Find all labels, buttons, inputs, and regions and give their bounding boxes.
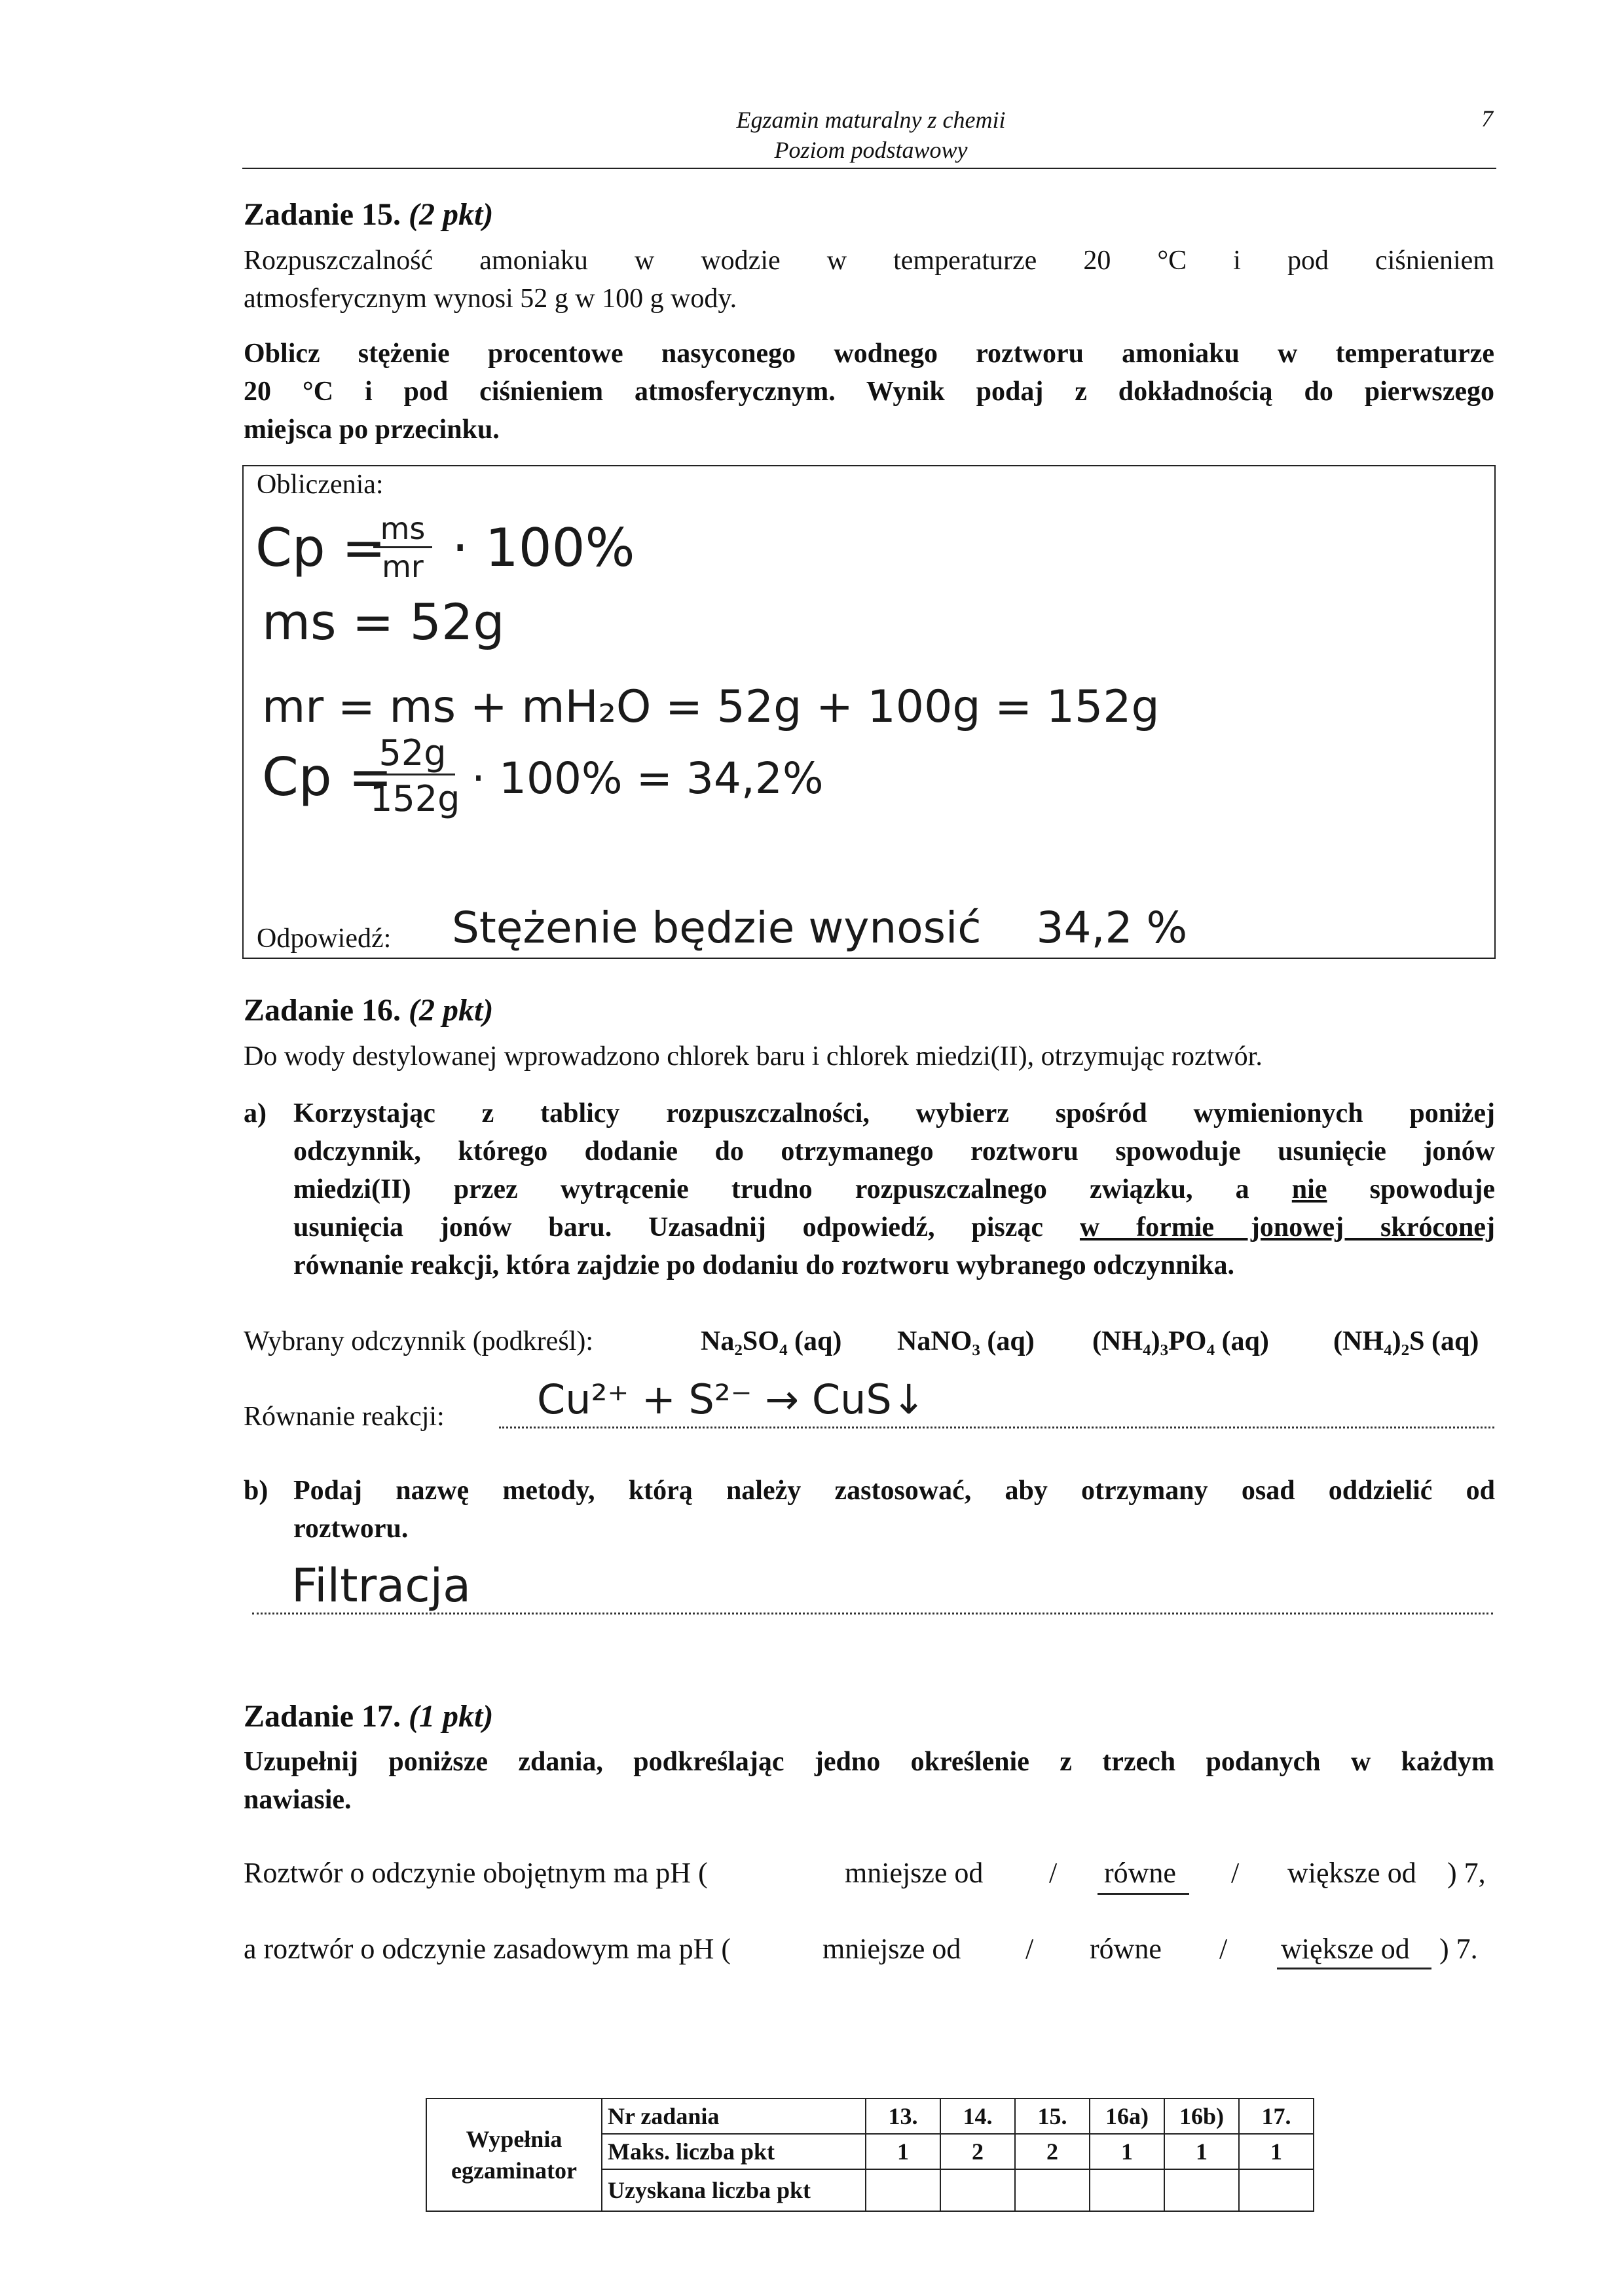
obtained-points-cell[interactable] (866, 2169, 940, 2211)
score-table-side-label: Wypełnia egzaminator (426, 2099, 602, 2211)
answer-label: Odpowiedź: (257, 924, 392, 954)
s2-option-less[interactable]: mniejsze od (822, 1933, 961, 1965)
hw-method: Filtracja (291, 1559, 471, 1613)
header-divider (242, 168, 1496, 169)
hw-line-ms: ms = 52g (262, 593, 505, 651)
task-number-cell: 17. (1239, 2099, 1314, 2134)
s1-option-greater[interactable]: większe od (1287, 1857, 1416, 1889)
task-number-cell: 15. (1015, 2099, 1090, 2134)
obtained-points-cell[interactable] (1015, 2169, 1090, 2211)
reagent-option[interactable]: NaNO₃ (aq) (897, 1326, 1035, 1356)
hw-cp-numerator: 52g (370, 732, 455, 775)
hw-formula-lhs: Cp = (255, 517, 386, 578)
task15-intro-line2: atmosferycznym wynosi 52 g w 100 g wody. (244, 284, 737, 314)
task16a-line3: miedzi(II) przez wytrącenie trudno rozpuszczalnego związku, a nie spowoduje (293, 1174, 1495, 1204)
task15-command-line3: miejsca po przecinku. (244, 415, 500, 445)
hw-underline-s2 (1277, 1968, 1431, 1969)
hw-formula-rest: · 100% (452, 517, 635, 578)
reagent-option[interactable]: (NH₄)₃PO₄ (aq) (1092, 1326, 1269, 1356)
task16-intro: Do wody destylowanej wprowadzono chlorek baru i chlorek miedzi(II), otrzymując roztwór. (244, 1041, 1263, 1072)
task15-command-line1: Oblicz stężenie procentowe nasyconego wodnego roztworu amoniaku w temperaturze (244, 339, 1494, 369)
hw-cp-lhs: Cp = (262, 747, 393, 808)
page-header (242, 105, 1500, 165)
reagent-option[interactable]: (NH₄)₂S (aq) (1333, 1326, 1479, 1356)
max-points-cell: 1 (1090, 2134, 1164, 2169)
hw-cp-rest: · 100% = 34,2% (471, 753, 824, 804)
task-number-cell: 16a) (1090, 2099, 1164, 2134)
s2-slash: / (1025, 1933, 1034, 1965)
task-number-cell: 14. (940, 2099, 1015, 2134)
reagent-label: Wybrany odczynnik (podkreśl): (244, 1326, 593, 1356)
row-label-obtained-points: Uzyskana liczba pkt (602, 2169, 866, 2211)
hw-formula-denominator: mr (382, 549, 424, 584)
equation-answer-line[interactable] (499, 1427, 1494, 1428)
reagent-option[interactable]: Na₂SO₄ (aq) (701, 1326, 842, 1356)
page-number: 7 (1481, 105, 1493, 132)
task16a-line2: odczynnik, którego dodanie do otrzymanego roztworu spowoduje usunięcie jonów (293, 1136, 1495, 1166)
s1-option-less[interactable]: mniejsze od (845, 1857, 984, 1889)
sentence2-end: ) 7. (1439, 1933, 1478, 1965)
obtained-points-cell[interactable] (1090, 2169, 1164, 2211)
hw-equation: Cu²⁺ + S²⁻ → CuS↓ (537, 1375, 926, 1423)
task16b-line1: Podaj nazwę metody, którą należy zastosować, aby otrzymany osad oddzielić od (293, 1476, 1495, 1506)
s1-slash: / (1231, 1857, 1240, 1889)
task15-intro-line1: Rozpuszczalność amoniaku w wodzie w temperaturze 20 °C i pod ciśnieniem (244, 246, 1494, 276)
obtained-points-cell[interactable] (1239, 2169, 1314, 2211)
task16a-line4: usunięcia jonów baru. Uzasadnij odpowiedź, pisząc w formie jonowej skróconej (293, 1212, 1495, 1242)
task17-command-line1: Uzupełnij poniższe zdania, podkreślając jedno określenie z trzech podanych w każdym (244, 1747, 1494, 1777)
hw-line-mr: mr = ms + mH₂O = 52g + 100g = 152g (262, 681, 1160, 733)
hw-formula-numerator: ms (373, 511, 432, 548)
task-number-cell: 16b) (1164, 2099, 1239, 2134)
hw-underline-s1 (1098, 1893, 1189, 1895)
task15-command-line2: 20 °C i pod ciśnieniem atmosferycznym. Wynik podaj z dokładnością do pierwszego (244, 377, 1494, 407)
task15-title: Zadanie 15. (2 pkt) (244, 197, 494, 232)
row-label-max-points: Maks. liczba pkt (602, 2134, 866, 2169)
exam-title: Egzamin maturalny z chemii (736, 107, 1006, 133)
obtained-points-cell[interactable] (940, 2169, 1015, 2211)
calc-label: Obliczenia: (257, 470, 384, 500)
task16b-answer-line[interactable] (252, 1613, 1493, 1614)
score-table (426, 2098, 1314, 2212)
task16b-marker: b) (244, 1476, 268, 1506)
s2-option-greater[interactable]: większe od (1281, 1933, 1410, 1965)
hw-answer: Stężenie będzie wynosić 34,2 % (452, 903, 1188, 953)
task-number-cell: 13. (866, 2099, 940, 2134)
max-points-cell: 1 (866, 2134, 940, 2169)
sentence2-start: a roztwór o odczynie zasadowym ma pH ( (244, 1933, 731, 1965)
equation-label: Równanie reakcji: (244, 1402, 445, 1432)
s2-option-equal[interactable]: równe (1090, 1933, 1162, 1965)
task16a-marker: a) (244, 1098, 267, 1129)
hw-cp-denominator: 152g (370, 778, 460, 819)
sentence1-end: ) 7, (1447, 1857, 1486, 1889)
task17-title: Zadanie 17. (1 pkt) (244, 1699, 494, 1734)
task16b-line2: roztworu. (293, 1514, 409, 1544)
max-points-cell: 2 (1015, 2134, 1090, 2169)
sentence1-start: Roztwór o odczynie obojętnym ma pH ( (244, 1857, 708, 1889)
s1-slash: / (1049, 1857, 1058, 1889)
max-points-cell: 2 (940, 2134, 1015, 2169)
s1-option-equal[interactable]: równe (1104, 1857, 1176, 1889)
s2-slash: / (1219, 1933, 1228, 1965)
task17-command-line2: nawiasie. (244, 1785, 352, 1815)
max-points-cell: 1 (1239, 2134, 1314, 2169)
task16-title: Zadanie 16. (2 pkt) (244, 993, 494, 1028)
task16a-line5: równanie reakcji, która zajdzie po dodaniu do roztworu wybranego odczynnika. (293, 1250, 1234, 1280)
obtained-points-cell[interactable] (1164, 2169, 1239, 2211)
max-points-cell: 1 (1164, 2134, 1239, 2169)
task16a-line1: Korzystając z tablicy rozpuszczalności, wybierz spośród wymienionych poniżej (293, 1098, 1495, 1129)
exam-level: Poziom podstawowy (774, 137, 968, 163)
row-label-task-number: Nr zadania (602, 2099, 866, 2134)
